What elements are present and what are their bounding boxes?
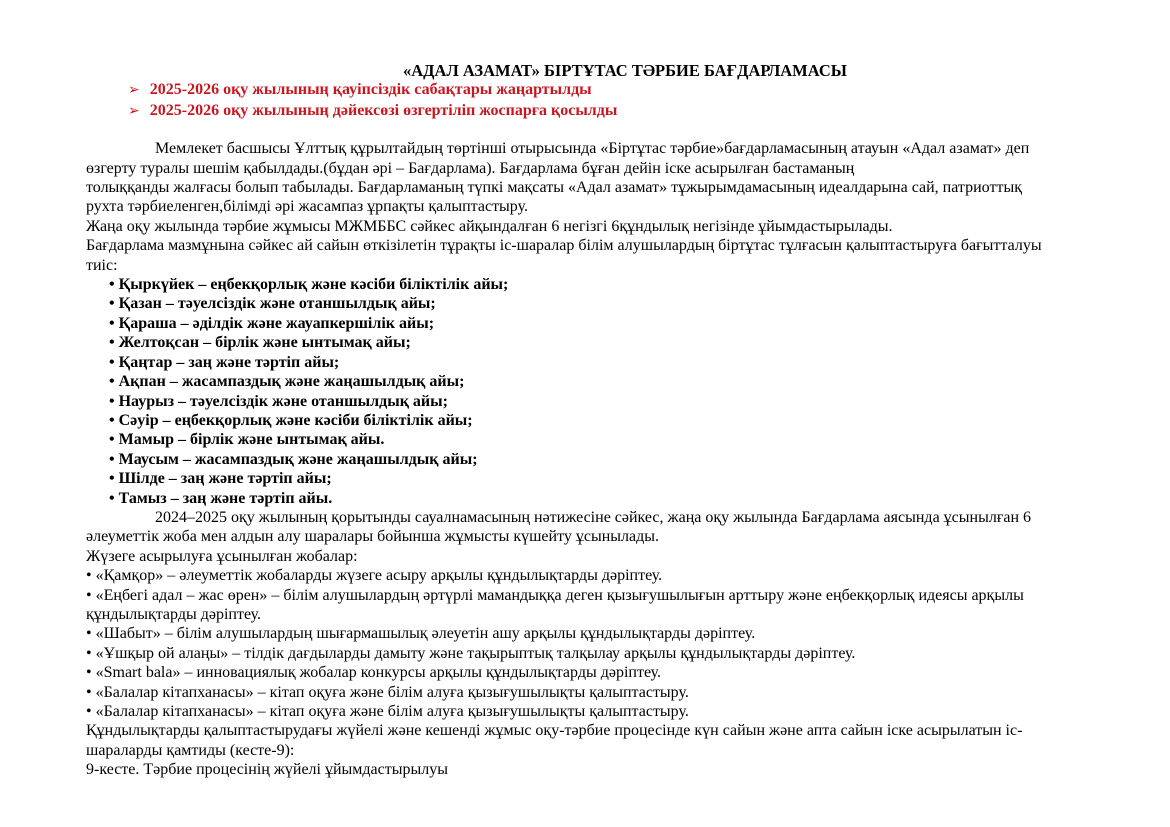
project-line: • «Балалар кітапханасы» – кітап оқуға және білім алуға қызығушылықты қалыптастыру. <box>86 683 689 701</box>
document-title: «АДАЛ АЗАМАТ» БІРТҰТАС ТӘРБИЕ БАҒДАРЛАМАСЫ <box>403 61 847 80</box>
organization-line: Жаңа оқу жылында тәрбие жұмысы МЖМББС сәйкес айқындалған 6 негізгі 6құндылық негізінде ұйымдастырылады. <box>86 217 893 235</box>
month-item: • Қараша – әділдік және жауапкершілік айы; <box>109 314 435 332</box>
project-line: құндылықтарды дәріптеу. <box>86 605 262 623</box>
survey-line: 2024–2025 оқу жылының қорытынды сауалнамасының нәтижесіне сәйкес, жаңа оқу жылында Бағдарлама аясында ұсынылған 6 <box>155 508 1032 526</box>
month-item: • Мамыр – бірлік және ынтымақ айы. <box>109 431 385 449</box>
month-item: • Желтоқсан – бірлік және ынтымақ айы; <box>109 334 411 352</box>
project-line: • «Балалар кітапханасы» – кітап оқуға және білім алуға қызығушылықты қалыптастыру. <box>86 703 689 720</box>
table-caption: 9-кесте. Тәрбие процесінің жүйелі ұйымдастырылуы <box>86 761 448 779</box>
values-line: шараларды қамтиды (кесте-9): <box>86 741 295 759</box>
survey-line: әлеуметтік жоба мен алдын алу шаралары бойынша жұмысты күшейту ұсынылады. <box>86 528 659 546</box>
paragraph-gap <box>86 121 1164 139</box>
project-line: • «Қамқор» – әлеуметтік жобаларды жүзеге асыру арқылы құндылықтарды дәріптеу. <box>86 567 663 585</box>
monthly-intro-line: Бағдарлама мазмұнына сәйкес ай сайын өткізілетін тұрақты іс-шаралар білім алушылардың біртұтас тұлғасын қалыптастыруға бағытталуы <box>86 237 1042 255</box>
month-item: • Қыркүйек – еңбекқорлық және кәсіби біліктілік айы; <box>109 276 509 294</box>
month-item: • Сәуір – еңбекқорлық және кәсіби біліктілік айы; <box>109 411 473 429</box>
month-item: • Наурыз – тәуелсіздік және отаншылдық айы; <box>109 392 448 410</box>
projects-heading: Жүзеге асырылуға ұсынылған жобалар: <box>86 547 358 565</box>
month-item: • Шілде – заң және тәртіп айы; <box>109 470 332 488</box>
update-note-text: 2025-2026 оқу жылының қауіпсіздік сабақтары жаңартылды <box>149 81 592 99</box>
project-line: • «Еңбегі адал – жас өрен» – білім алушылардың әртүрлі мамандыққа деген қызығушылығын арттыру және еңбекқорлық идеясы арқылы <box>86 586 1024 604</box>
intro-line: Мемлекет басшысы Ұлттық құрылтайдың төртінші отырысында «Біртұтас тәрбие»бағдарламасының атауын «Адал азамат» деп <box>155 140 1030 158</box>
update-note <box>86 80 1164 100</box>
document-page <box>86 61 1164 780</box>
monthly-intro-line: тиіс: <box>86 256 118 274</box>
arrow-bullet-icon: ➢ <box>128 102 140 119</box>
month-item: • Қаңтар – заң және тәртіп айы; <box>109 353 340 371</box>
month-item: • Тамыз – заң және тәртіп айы. <box>109 489 333 507</box>
arrow-bullet-icon: ➢ <box>128 82 140 99</box>
month-item: • Ақпан – жасампаздық және жаңашылдық айы; <box>109 373 465 391</box>
intro-line: толыққанды жалғасы болып табылады. Бағдарламаның түпкі мақсаты «Адал азамат» тұжырымдамасының идеалдарына сай, патриоттық <box>86 179 1022 197</box>
month-item: • Қазан – тәуелсіздік және отаншылдық айы; <box>109 295 436 313</box>
project-line: • «Ұшқыр ой алаңы» – тілдік дағдыларды дамыту және тақырыптық талқылау арқылы құндылықтарды дәріптеу. <box>86 644 856 662</box>
values-line: Құндылықтарды қалыптастырудағы жүйелі және кешенді жұмыс оқу-тәрбие процесінде күн сайын және апта сайын іске асырылатын іс- <box>86 722 1023 740</box>
month-item: • Маусым – жасампаздық және жаңашылдық айы; <box>109 450 478 468</box>
intro-line: рухта тәрбиеленген,білімді әрі жасампаз ұрпақты қалыптастыру. <box>86 198 528 216</box>
intro-line: өзгерту туралы шешім қабылдады.(бұдан әрі – Бағдарлама). Бағдарлама бұған дейін іске асырылған бастаманың <box>86 159 855 177</box>
project-line: • «Шабыт» – білім алушылардың шығармашылық әлеуетін ашу арқылы құндылықтарды дәріптеу. <box>86 625 756 643</box>
update-note <box>86 101 1164 121</box>
project-line: • «Smart bala» – инновациялық жобалар конкурсы арқылы құндылықтарды дәріптеу. <box>86 664 662 682</box>
update-note-text: 2025-2026 оқу жылының дәйексөзі өзгертіліп жоспарға қосылды <box>149 101 618 119</box>
